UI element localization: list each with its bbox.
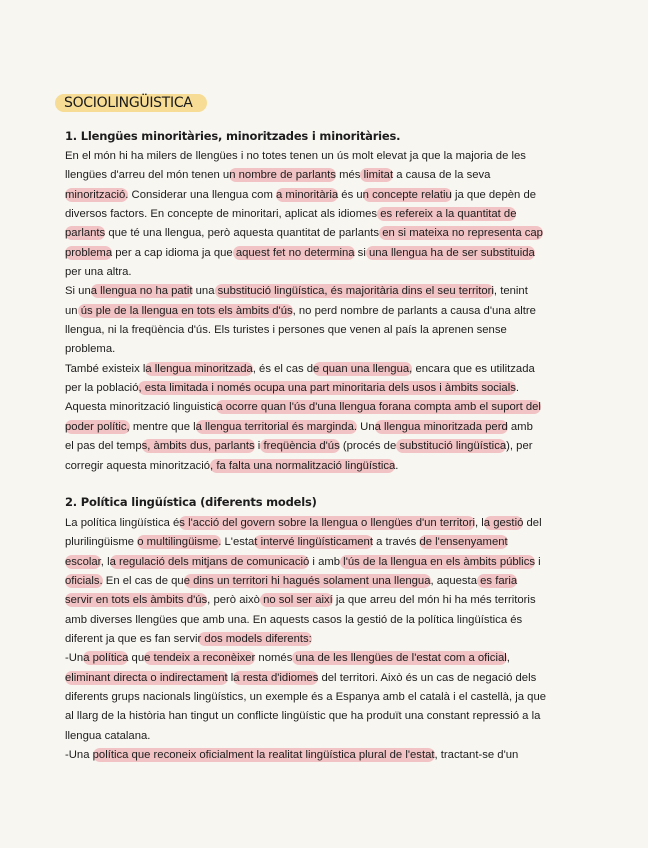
text-segment: per a cap idioma ja que [112, 246, 233, 259]
text-segment: Un [357, 420, 375, 433]
text-line [65, 418, 543, 437]
highlighted-text: substitució lingüística, és majoritària dins el seu territori [214, 285, 494, 298]
text-line [65, 669, 546, 688]
text-segment: a través [372, 536, 420, 549]
highlighted-text: oficials. [65, 575, 103, 588]
text-segment: , tenint [493, 285, 528, 298]
document-title: SOCIOLINGÜISTICA [55, 94, 207, 112]
highlighted-text: a llengua no ha patit [90, 285, 193, 298]
highlighted-text: ús ple de la llengua en tots els àmbits d'ús [77, 304, 293, 317]
text-segment: , aquesta [430, 575, 477, 588]
text-segment: diversos factors. En concepte de minoritari, aplicat als idiomes [65, 208, 378, 221]
text-segment: -Un [65, 652, 84, 665]
highlighted-text: problema [65, 246, 113, 259]
highlighted-text: política que reconeix oficialment la realitat lingüística plural de l'estat [92, 749, 435, 762]
text-segment: llengua, ni la freqüència d'ús. Els turistes i persones que venen al país la aprenen sense [65, 324, 507, 337]
text-segment: En el cas de qu [102, 575, 184, 588]
highlighted-text: a llengua minoritzada [145, 362, 253, 375]
highlighted-text: a gestió [483, 517, 524, 529]
text-line [65, 707, 546, 726]
text-segment: l [227, 671, 234, 684]
highlighted-text: parlants [65, 227, 106, 240]
text-segment: llengües d'arreu del món tenen u [65, 169, 230, 182]
text-segment: També existeix l [65, 362, 146, 375]
text-segment: del [523, 517, 542, 529]
highlighted-text: substitució lingüística [396, 440, 507, 453]
highlighted-text: o multilingüisme. [137, 536, 222, 549]
text-line [65, 533, 546, 552]
highlighted-text: t intervé lingüísticament [254, 536, 373, 549]
section-1-body [65, 147, 543, 476]
text-segment: plurilingüisme [65, 536, 138, 549]
text-line [65, 340, 543, 359]
text-segment: , [506, 652, 510, 665]
text-line [65, 572, 546, 591]
text-line [65, 649, 546, 668]
text-segment: . [515, 382, 519, 395]
text-segment: , és el cas d [252, 362, 314, 375]
text-line [65, 457, 543, 476]
highlighted-text: e tendeix a reconèixer [144, 652, 256, 665]
highlighted-text: minorització. [65, 188, 129, 201]
text-line [65, 611, 546, 630]
highlighted-text: e quan una llengua, [313, 362, 413, 375]
text-segment: , tractant-se d'un [434, 749, 519, 762]
highlighted-text: s, àmbits dus, parlants [141, 440, 255, 453]
text-segment: -Una [65, 749, 93, 762]
highlighted-text: a regulació dels mitjans de comunicació [109, 555, 310, 568]
text-segment: encara que es utilitzada [412, 362, 535, 375]
text-segment: En el món hi ha milers de llengües i no totes tenen un ús molt elevat ja que la majoria de les [65, 150, 526, 162]
text-line [65, 166, 543, 185]
highlighted-text: a llengua territorial és marginda. [195, 420, 358, 433]
text-line [65, 147, 543, 166]
text-line [65, 244, 543, 263]
text-segment: per una altra. [65, 266, 132, 279]
text-segment: L'esta [221, 536, 255, 549]
text-line [65, 224, 543, 243]
text-segment: el pas del temp [65, 440, 142, 453]
text-segment: al llarg de la història han tingut un conflicte lingüístic que ha produït una constant repressió a la [65, 710, 541, 723]
highlighted-text: r dos models diferents: [197, 633, 312, 646]
text-segment: amb diverses llengües que amb una. En aquests casos la gestió de la política lingüística és [65, 613, 523, 626]
text-segment: Si un [65, 285, 91, 298]
highlighted-text: a política [83, 652, 129, 665]
text-line [65, 379, 543, 398]
text-segment: una [192, 285, 215, 298]
highlighted-text: e dins un territori hi hagués solament una llengua [183, 575, 431, 588]
text-segment: problema. [65, 343, 116, 356]
highlighted-text: es faria [476, 575, 518, 588]
highlighted-text: , fa falta una normalització lingüística [210, 459, 396, 472]
text-segment: diferent ja que es fan servi [65, 633, 198, 646]
text-line [65, 727, 546, 746]
text-segment: Considerar una llengua com [128, 188, 276, 201]
text-segment: si [354, 246, 366, 259]
text-line [65, 302, 543, 321]
highlighted-text: limitat [360, 169, 394, 182]
text-segment: La política lingüística é [65, 517, 180, 529]
text-line [65, 746, 546, 765]
section-2-heading: 2. Política lingüística (diferents models) [65, 495, 317, 509]
text-segment: ja que arreu del món hi ha més territoris [332, 594, 536, 607]
text-line [65, 591, 546, 610]
highlighted-text: aquest fet no determina [232, 246, 355, 259]
text-line [65, 437, 543, 456]
highlighted-text: a minoritària [276, 188, 339, 201]
text-segment: per la població [65, 382, 139, 395]
highlighted-text: eliminant directa o indirectament [65, 671, 228, 684]
text-line [65, 282, 543, 301]
highlighted-text: l'ús de la llengua en els àmbits públics [340, 555, 535, 568]
highlighted-text: escolar [65, 555, 101, 568]
text-segment: , no perd nombre de parlants a causa d'una altre [292, 304, 536, 317]
highlighted-text: a ocorre quan l'ús d'una llengua forana compta amb el suport del [216, 401, 541, 414]
text-segment: . [395, 459, 399, 472]
text-segment: , l [100, 555, 110, 568]
text-line [65, 688, 546, 707]
text-segment: (procés de [339, 440, 397, 453]
highlighted-text: freqüència d'ús [260, 440, 340, 453]
section-1-heading: 1. Llengües minoritàries, minoritzades i minoritàries. [65, 129, 401, 143]
text-segment: que té una llengua, però aquesta quantitat de parlants [105, 227, 380, 240]
highlighted-text: es refereix a la quantitat de [377, 208, 517, 221]
text-segment: un [65, 304, 78, 317]
text-segment: llengua catalana. [65, 729, 151, 742]
text-segment: corregir aquesta minorització [65, 459, 211, 472]
highlighted-text: una de les llengües de l'estat com a oficial [292, 652, 507, 665]
highlighted-text: una llengua ha de ser substituida [365, 246, 535, 259]
section-2-body [65, 514, 546, 765]
text-line [65, 321, 543, 340]
text-segment: és u [338, 188, 363, 201]
text-line [65, 514, 546, 533]
highlighted-text: n concepte relatiu [362, 188, 452, 201]
text-segment: ja que depèn de [451, 188, 537, 201]
text-segment: i [254, 440, 261, 453]
highlighted-text: no sol ser així [259, 594, 333, 607]
highlighted-text: en si mateixa no representa cap [379, 227, 543, 240]
text-segment: ), per [506, 440, 533, 453]
highlighted-text: s l'acció del govern sobre la llengua o llengües d'un territori [179, 517, 475, 529]
text-line [65, 398, 543, 417]
highlighted-text: a llengua minoritzada perd [374, 420, 508, 433]
text-segment: diferents grups nacionals lingüístics, un exemple és a Espanya amb el català i el castellà, ja que [65, 691, 547, 704]
highlighted-text: de l'ensenyament [419, 536, 508, 549]
text-line [65, 263, 543, 282]
text-line [65, 186, 543, 205]
text-line [65, 205, 543, 224]
text-segment: només [255, 652, 293, 665]
text-segment: , l [475, 517, 484, 529]
highlighted-text: servir en tots els àmbits d'ús [65, 594, 208, 607]
text-segment: amb [507, 420, 533, 433]
text-segment: més [335, 169, 361, 182]
highlighted-text: n nombre de parlants [229, 169, 336, 182]
text-segment: , però això [207, 594, 260, 607]
highlighted-text: poder polític, [65, 420, 130, 433]
text-segment: a causa de la seva [393, 169, 491, 182]
highlighted-text: a resta d'idiomes [233, 671, 319, 684]
highlighted-text: , esta limitada i només ocupa una part minoritaria dels usos i àmbits socials [138, 382, 516, 395]
text-segment: del territori. Això és un cas de negació dels [318, 671, 537, 684]
text-segment: i amb [309, 555, 341, 568]
text-segment: mentre que l [129, 420, 196, 433]
text-line [65, 553, 546, 572]
text-line [65, 630, 546, 649]
text-segment: qu [128, 652, 145, 665]
text-segment: Aquesta minorització linguistic [65, 401, 217, 414]
text-segment: i [535, 555, 541, 568]
text-line [65, 360, 543, 379]
